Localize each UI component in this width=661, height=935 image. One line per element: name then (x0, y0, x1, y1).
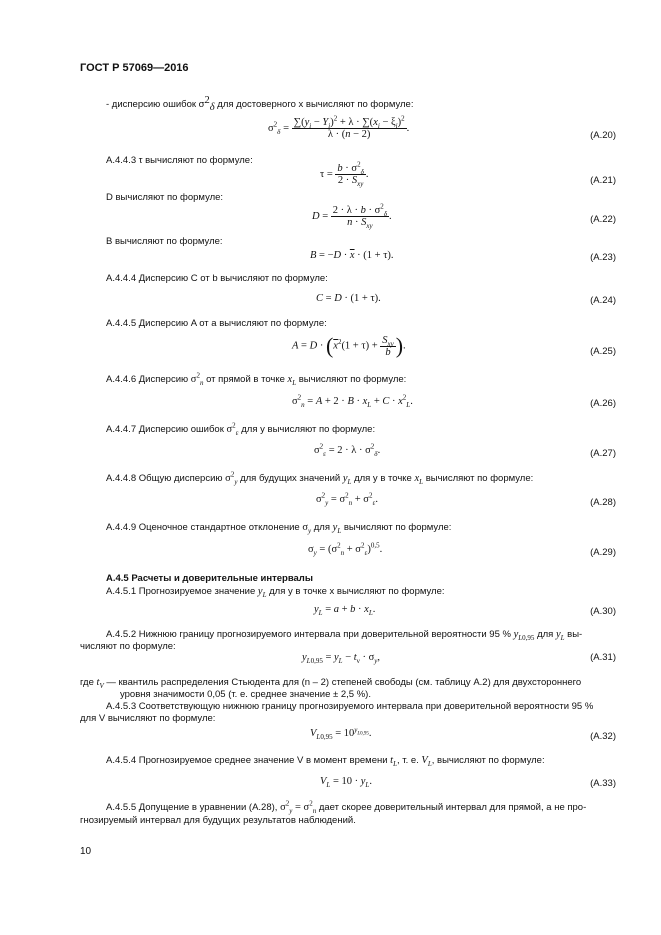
text: , вычисляют по формуле: (431, 755, 545, 766)
paragraph-a33: А.4.5.4 Прогнозируемое среднее значение V в момент времени $t_L$, т. е. $V_L$, вычисляют по формуле: (106, 755, 545, 769)
formula-a33: $V_L = 10 \cdot y_L$. (320, 776, 372, 790)
equation-number-a23: (А.23) (590, 252, 616, 263)
paragraph-a25: А.4.4.5 Дисперсию A от a вычисляют по формуле: (106, 318, 327, 329)
formula-a26: $\sigma^2_n = A + 2 \cdot B \cdot x_L + C \cdot x^2_L$. (292, 393, 413, 410)
equation-number-a29: (А.29) (590, 547, 616, 558)
equation-number-a21: (А.21) (590, 175, 616, 186)
equation-number-a27: (А.27) (590, 448, 616, 459)
text: А.4.4.6 Дисперсию (106, 374, 189, 385)
text: где (80, 677, 94, 688)
paragraph-a22: D вычисляют по формуле: (106, 192, 224, 203)
formula-a27: $\sigma^2_\varepsilon = 2 \cdot \lambda \cdot \sigma^2_\delta$. (314, 442, 381, 459)
formula-a24: C = D · (1 + τ). (316, 293, 381, 304)
paragraph-a20-intro: - дисперсию ошибок $\sigma^2_\delta$ для достоверного x вычисляют по формуле: (106, 94, 414, 113)
formula-a20: $\sigma^2_\delta$ = $\frac{\sum(y_i - Y_i)^2 + \lambda \cdot \sum(x_i - \xi_i)^2}{\lambda \cdot (n - 2)}$ . (268, 114, 410, 140)
text: — квантиль распределения Стьюдента для (n – 2) степеней свободы (см. таблицу А.2) для двухстороннего (106, 677, 582, 688)
page-header-title: ГОСТ Р 57069—2016 (80, 62, 189, 74)
paragraph-a31-line1: А.4.5.2 Нижнюю границу прогнозируемого интервала при доверительной вероятности 95 % $y_{L0,95}$ для $y_L$ вы- (106, 629, 583, 643)
paragraph-a21: А.4.4.3 τ вычисляют по формуле: (106, 155, 253, 166)
page-number: 10 (80, 846, 92, 857)
text: вычисляют по формуле: (425, 473, 534, 484)
formula-a30: $y_L = a + b \cdot x_L$. (314, 604, 376, 618)
text: для будущих значений (240, 473, 341, 484)
text: , т. е. (397, 755, 419, 766)
text: А.4.4.9 Оценочное стандартное отклонение (106, 522, 300, 533)
equation-number-a25: (А.25) (590, 346, 616, 357)
equation-number-a26: (А.26) (590, 398, 616, 409)
text: А.4.5.4 Прогнозируемое среднее значение V в момент времени (106, 755, 388, 766)
where-clause-line1: где $t_V$ — квантиль распределения Стьюдента для (n – 2) степеней свободы (см. таблицу А.2) для двухстороннего (80, 677, 582, 691)
text: дает скорее доверительный интервал для прямой, а не про- (318, 802, 587, 813)
formula-a31: $y_{L0,95} = y_L - t_\nu \cdot \sigma_y$, (302, 652, 380, 666)
formula-a23: $B = -D \cdot \overline{x} \cdot (1 + \tau)$. (310, 250, 394, 261)
text: вычисляют по формуле: (298, 374, 407, 385)
paragraph-a32-line1: А.4.5.3 Соответствующую нижнюю границу прогнозируемого интервала при доверительной вероятности 95 % (106, 701, 594, 712)
equation-number-a24: (А.24) (590, 295, 616, 306)
paragraph-a455-line2: гнозируемый интервал для будущих результатов наблюдений. (80, 815, 356, 826)
equation-number-a30: (А.30) (590, 606, 616, 617)
text: для достоверного x вычисляют по формуле: (214, 99, 414, 110)
formula-a29: $\sigma_y = (\sigma^2_n + \sigma^2_\varepsilon)^{0,5}$. (308, 541, 383, 558)
paragraph-a27: А.4.4.7 Дисперсию ошибок $\sigma^2_\varepsilon$ для y вычисляют по формуле: (106, 421, 376, 438)
paragraph-a23: B вычисляют по формуле: (106, 236, 223, 247)
text: А.4.5.2 Нижнюю границу прогнозируемого интервала при доверительной вероятности 95 % (106, 629, 511, 640)
where-clause-line2: уровня значимости 0,05 (т. е. среднее значение ± 2,5 %). (120, 689, 371, 700)
text: для y в точке (354, 473, 412, 484)
paragraph-a455-line1: А.4.5.5 Допущение в уравнении (А.28), $\sigma^2_y = \sigma^2_n$ дает скорее доверительный интервал для прямой, а не про- (106, 799, 587, 816)
paragraph-a26: А.4.4.6 Дисперсию $\sigma^2_n$ от прямой в точке $x_L$ вычисляют по формуле: (106, 371, 407, 388)
text: для y вычисляют по формуле: (241, 424, 376, 435)
equation-number-a33: (А.33) (590, 778, 616, 789)
paragraph-a24: А.4.4.4 Дисперсию C от b вычисляют по формуле: (106, 273, 328, 284)
formula-a28: $\sigma^2_y = \sigma^2_n + \sigma^2_\varepsilon$. (316, 491, 379, 508)
section-heading-a45: А.4.5 Расчеты и доверительные интервалы (106, 573, 313, 584)
text: вы- (567, 629, 583, 640)
equation-number-a31: (А.31) (590, 652, 616, 663)
text: от прямой в точке (206, 374, 285, 385)
paragraph-a30: А.4.5.1 Прогнозируемое значение $y_L$ для y в точке x вычисляют по формуле: (106, 586, 445, 600)
equation-number-a20: (А.20) (590, 130, 616, 141)
equation-number-a22: (А.22) (590, 214, 616, 225)
formula-a21: τ = $\frac{b \cdot \sigma^2_\delta}{2 \cdot S_{xy}}$ . (320, 160, 369, 189)
equation-number-a28: (А.28) (590, 497, 616, 508)
text: - дисперсию ошибок σ (106, 99, 205, 110)
formula-a22: D = $\frac{2 \cdot \lambda \cdot b \cdot \sigma^2_\delta}{n \cdot S_{xy}}$ . (312, 202, 392, 231)
text: для y в точке x вычисляют по формуле: (269, 586, 445, 597)
text: для (313, 522, 330, 533)
text: А.4.5.1 Прогнозируемое значение (106, 586, 256, 597)
paragraph-a32-line2: для V вычисляют по формуле: (80, 713, 216, 724)
formula-a25: $A = D \cdot (\overline{x}^2(1 + \tau)$ + $\frac{S_{xy}}{b}$ ). (292, 333, 406, 358)
formula-a32: $V_{L0,95} = 10^{y_{L0,95}}$. (310, 725, 372, 742)
text: вычисляют по формуле: (343, 522, 452, 533)
text: для (537, 629, 554, 640)
paragraph-a29: А.4.4.9 Оценочное стандартное отклонение $\sigma_y$ для $y_L$ вычисляют по формуле: (106, 522, 452, 536)
paragraph-a28: А.4.4.8 Общую дисперсию $\sigma^2_y$ для будущих значений $y_L$ для y в точке $x_L$ вычисляют по формуле: (106, 470, 534, 487)
text: А.4.5.5 Допущение в уравнении (А.28), (106, 802, 278, 813)
text: А.4.4.8 Общую дисперсию (106, 473, 223, 484)
text: А.4.4.7 Дисперсию ошибок (106, 424, 224, 435)
paragraph-a31-line2: числяют по формуле: (80, 641, 176, 652)
equation-number-a32: (А.32) (590, 731, 616, 742)
